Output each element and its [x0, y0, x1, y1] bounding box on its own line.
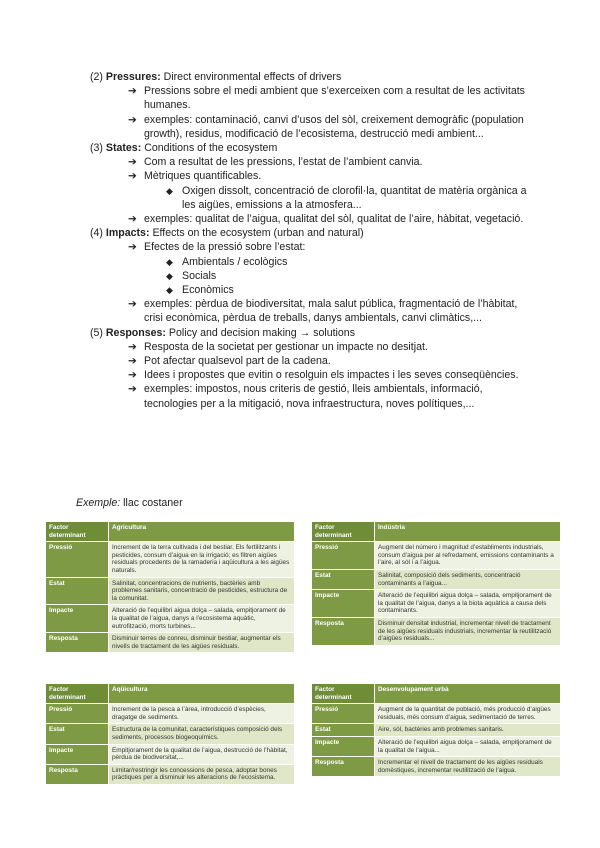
section-description: Direct environmental effects of drivers [163, 71, 342, 83]
table-row: Pressió Increment de la pesca a l’àrea, introducció d’espècies, dragatge de sediments. [46, 704, 294, 724]
diamond-bullet-icon: ◆ [166, 285, 173, 296]
section-impacts [90, 226, 530, 240]
table-header-row [312, 684, 560, 704]
arrow-icon: ➔ [128, 156, 137, 169]
table-row: Impacte Empitjorament de la qualitat de l’aigua, destrucció de l’hàbitat, pèrdua de biodiversitat,... [46, 744, 294, 764]
table-row: Resposta Incrementar el nivell de tractament de les aigües residuals domèstiques, incrementar reutilització de l’aigua. [312, 757, 560, 777]
diamond-bullet-icon: ◆ [166, 270, 173, 281]
table-header-value: Indústria [375, 522, 561, 542]
list-item: ➔ Com a resultat de les pressions, l’estat de l’ambient canvia. [128, 156, 423, 169]
sub-list-item: ◆ Econòmics [166, 284, 234, 297]
sub-list-item: ◆ Ambientals / ecològics [166, 255, 288, 268]
arrow-icon: ➔ [128, 170, 137, 183]
table-industria [312, 522, 560, 646]
section-number: (5) [90, 326, 103, 339]
section-description: Conditions of the ecosystem [144, 142, 278, 155]
dpsir-outline [90, 70, 530, 411]
example-heading [76, 497, 183, 509]
table-header-value: Desenvolupament urbà [375, 684, 561, 704]
table-row: Pressió Augment del número i magnitud d’establiments industrials, consum d’aigua per al refredament, emissions contaminants a l’aire, al sòl i a l’aigua. [312, 542, 560, 570]
section-title: Responses: [105, 326, 166, 339]
list-item: ➔ Pressions sobre el medi ambient que s’exerceixen com a resultat de les activitats humanes. [128, 85, 525, 112]
list-item: ➔ Resposta de la societat per gestionar un impacte no desitjat. [128, 340, 428, 353]
arrow-icon: ➔ [128, 298, 137, 311]
table-row: Resposta Limitar/restringir les concessions de pesca, adoptar bones pràctiques per a disminuir les alteracions de l’ecosistema. [46, 764, 294, 784]
arrow-icon: ➔ [128, 85, 137, 98]
table-row: Estat Estructura de la comunitat, característiques composició dels sediments, processos biogeoquímics. [46, 724, 294, 744]
section-number: (4) [90, 227, 103, 240]
list-item: ➔ exemples: contaminació, canvi d’usos del sòl, creixement demogràfic (population growth), residus, modificació de l’ecosistema, destrucció medi ambient... [128, 113, 524, 140]
diamond-bullet-icon: ◆ [166, 185, 173, 196]
table-header-key: Factor determinant [46, 522, 109, 542]
section-description: Effects on the ecosystem (urban and natural) [152, 227, 364, 240]
example-text: llac costaner [123, 497, 183, 509]
example-label: Exemple: [76, 497, 121, 509]
table-header-value: Aqüicultura [109, 684, 295, 704]
section-title: Impacts: [105, 227, 150, 240]
list-item: ➔ exemples: impostos, nous criteris de gestió, lleis ambientals, informació, tecnologies per a la mitigació, nova infraestructura, noves polítiques,... [128, 383, 483, 410]
table-header-row [46, 522, 294, 542]
section-states [90, 141, 530, 155]
table-desenvolupament-urba [312, 684, 560, 777]
section-responses [90, 326, 530, 340]
table-row: Estat Salinitat, composició dels sediments, concentració contaminants a l’aigua... [312, 569, 560, 589]
table-header-value: Agricultura [109, 522, 295, 542]
section-number: (2) [90, 71, 103, 83]
table-row: Pressió Increment de la terra cultivada i del bestiar. Els fertilitzants i pesticides, consum d’aigua en la irrigació; es filtren aigües residuals procedents de la ramaderia i aqüicultura a les aigües naturals. [46, 542, 294, 577]
table-row: Resposta Disminuir terres de conreu, disminuir bestiar, augmentar els nivells de tractament de les aigües residuals. [46, 633, 294, 653]
list-item: ➔ exemples: qualitat de l’aigua, qualitat del sòl, qualitat de l’aire, hàbitat, vegetació. [128, 213, 524, 226]
arrow-icon: ➔ [128, 241, 137, 254]
table-header-key: Factor determinant [312, 684, 375, 704]
sub-list-item: ◆ Oxigen dissolt, concentració de clorofil·la, quantitat de matèria orgànica a les aigües, emissions a la atmosfera... [166, 184, 527, 211]
table-row: Impacte Alteració de l’equilibri aigua dolça – salada, empitjorament de la qualitat de l’aigua, danys a la biota aquàtica a causa dels contaminants. [312, 590, 560, 618]
table-header-key: Factor determinant [46, 684, 109, 704]
list-item: ➔ Pot afectar qualsevol part de la cadena. [128, 355, 331, 368]
section-title: States: [105, 142, 142, 155]
table-row: Pressió Augment de la quantitat de població, més producció d’aigües residuals, més consum d’aigua, sedimentació de terres. [312, 704, 560, 724]
arrow-icon: ➔ [128, 369, 137, 382]
arrow-icon: ➔ [128, 355, 137, 368]
table-header-row [312, 522, 560, 542]
list-item: ➔ Mètriques quantificables. [128, 170, 262, 183]
table-row: Impacte Alteració de l’equilibri aigua dolça – salada, empitjorament de la qualitat de l’aigua... [312, 736, 560, 756]
table-header-key: Factor determinant [312, 522, 375, 542]
section-title: Pressures: [105, 71, 161, 83]
section-description: Policy and decision making → solutions [168, 326, 355, 339]
diamond-bullet-icon: ◆ [166, 256, 173, 267]
table-row: Estat Salinitat, concentracions de nutrients, bactèries amb problemes sanitaris, concentració de pesticides, estructura de la comunitat. [46, 577, 294, 605]
section-pressures [90, 70, 530, 84]
section-number: (3) [90, 142, 103, 155]
table-agricultura [46, 522, 294, 653]
arrow-icon: ➔ [128, 213, 137, 226]
list-item: ➔ Efectes de la pressió sobre l’estat: [128, 241, 306, 254]
arrow-icon: ➔ [128, 113, 137, 126]
arrow-icon: ➔ [128, 383, 137, 396]
arrow-icon: ➔ [128, 340, 137, 353]
table-row: Resposta Disminuir densitat industrial, incrementar nivell de tractament de les aigües residuals industrials, incrementar la reutilització d’aigües residuals... [312, 617, 560, 645]
table-row: Impacte Alteració de l’equilibri aigua dolça – salada, empitjorament de la qualitat de l’aigua, danys a l’ecosistema aquàtic, eutrofització, morts turbines... [46, 605, 294, 633]
table-aquicultura [46, 684, 294, 785]
table-row: Estat Aire, sòl, bactèries amb problemes sanitaris. [312, 724, 560, 737]
list-item: ➔ Idees i propostes que evitin o resolguin els impactes i les seves conseqüències. [128, 369, 519, 382]
table-header-row [46, 684, 294, 704]
list-item: ➔ exemples: pèrdua de biodiversitat, mala salut pública, fragmentació de l’hàbitat, crisi econòmica, pèrdua de treballs, danys ambientals, canvi climàtics,... [128, 298, 518, 325]
sub-list-item: ◆ Socials [166, 269, 217, 282]
